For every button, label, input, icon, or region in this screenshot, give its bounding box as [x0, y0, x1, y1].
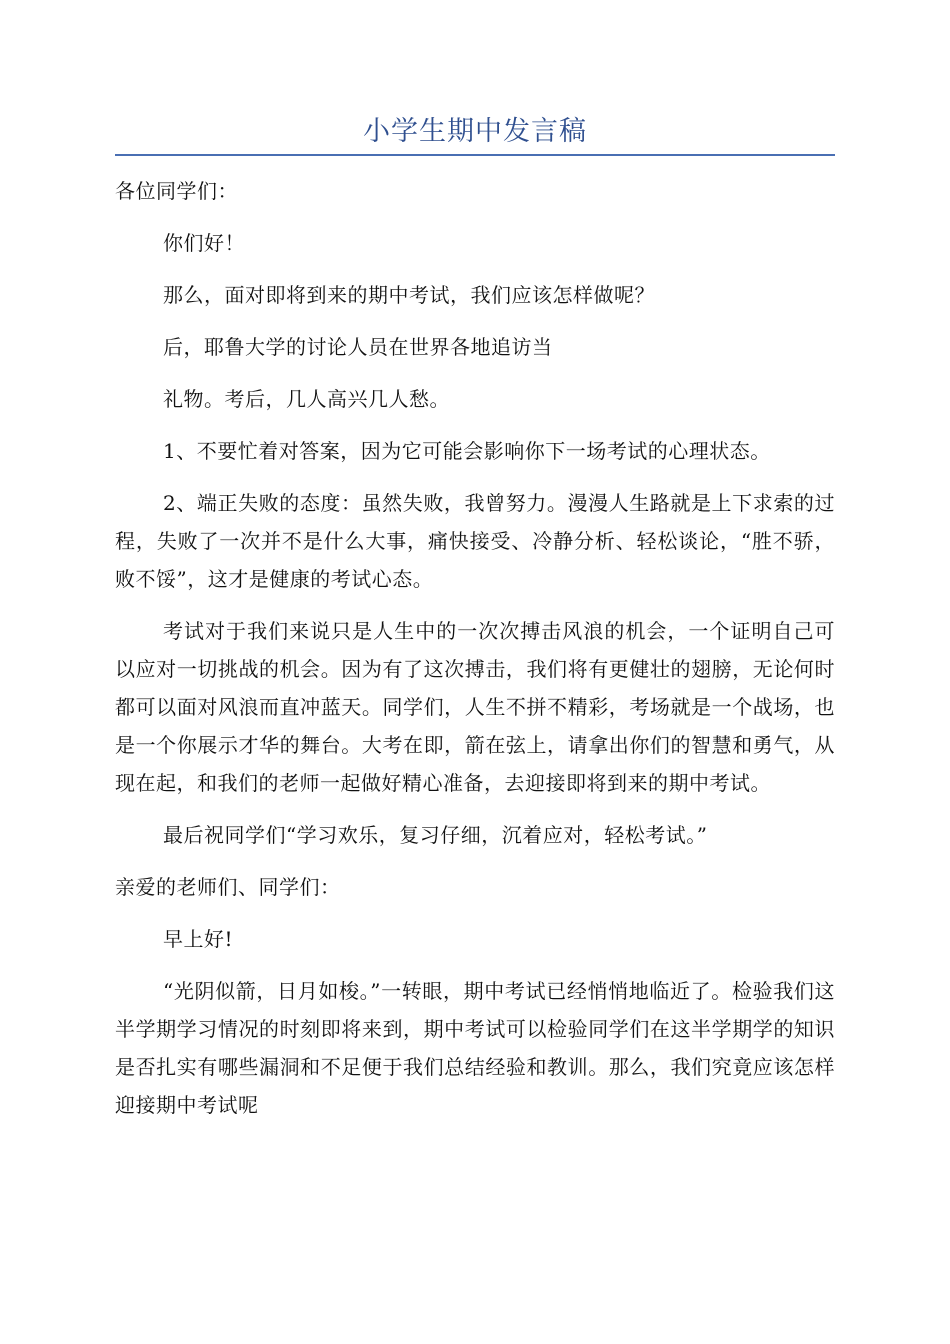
paragraph-time-flies: “光阴似箭，日月如梭。”一转眼，期中考试已经悄悄地临近了。检验我们这半学期学习情况的时刻即将来到，期中考试可以检验同学们在这半学期学的知识是否扎实有哪些漏洞和不足便于我们总结经验和教训。那么，我们究竟应该怎样迎接期中考试呢: [115, 979, 835, 1117]
paragraph-greeting: 各位同学们：: [115, 179, 238, 203]
paragraph-wishes: 最后祝同学们“学习欢乐，复习仔细，沉着应对，轻松考试。”: [163, 823, 708, 847]
paragraph-good-morning: 早上好!: [163, 927, 234, 951]
paragraph-exam-opportunity: 考试对于我们来说只是人生中的一次次搏击风浪的机会，一个证明自己可以应对一切挑战的机会。因为有了这次搏击，我们将有更健壮的翅膀，无论何时都可以面对风浪而直冲蓝天。同学们，人生不拼不精彩，考场就是一个战场，也是一个你展示才华的舞台。大考在即，箭在弦上，请拿出你们的智慧和勇气，从现在起，和我们的老师一起做好精心准备，去迎接即将到来的期中考试。: [115, 619, 835, 795]
paragraph-second-greeting: 亲爱的老师们、同学们：: [115, 875, 341, 899]
document-title: 小学生期中发言稿: [363, 116, 587, 147]
paragraph-point-1: 1、不要忙着对答案，因为它可能会影响你下一场考试的心理状态。: [163, 439, 771, 463]
paragraph-question: 那么，面对即将到来的期中考试，我们应该怎样做呢？: [163, 283, 655, 307]
paragraph-yale: 后，耶鲁大学的讨论人员在世界各地追访当: [163, 335, 553, 359]
document-body: [115, 172, 835, 1124]
paragraph-point-2: 2、端正失败的态度：虽然失败，我曾努力。漫漫人生路就是上下求索的过程，失败了一次并不是什么大事，痛快接受、冷静分析、轻松谈论，“胜不骄，败不馁”，这才是健康的考试心态。: [115, 491, 835, 591]
title-underline: [115, 154, 835, 156]
paragraph-gift: 礼物。考后，几人高兴几人愁。: [163, 387, 450, 411]
paragraph-hello: 你们好！: [163, 231, 245, 255]
